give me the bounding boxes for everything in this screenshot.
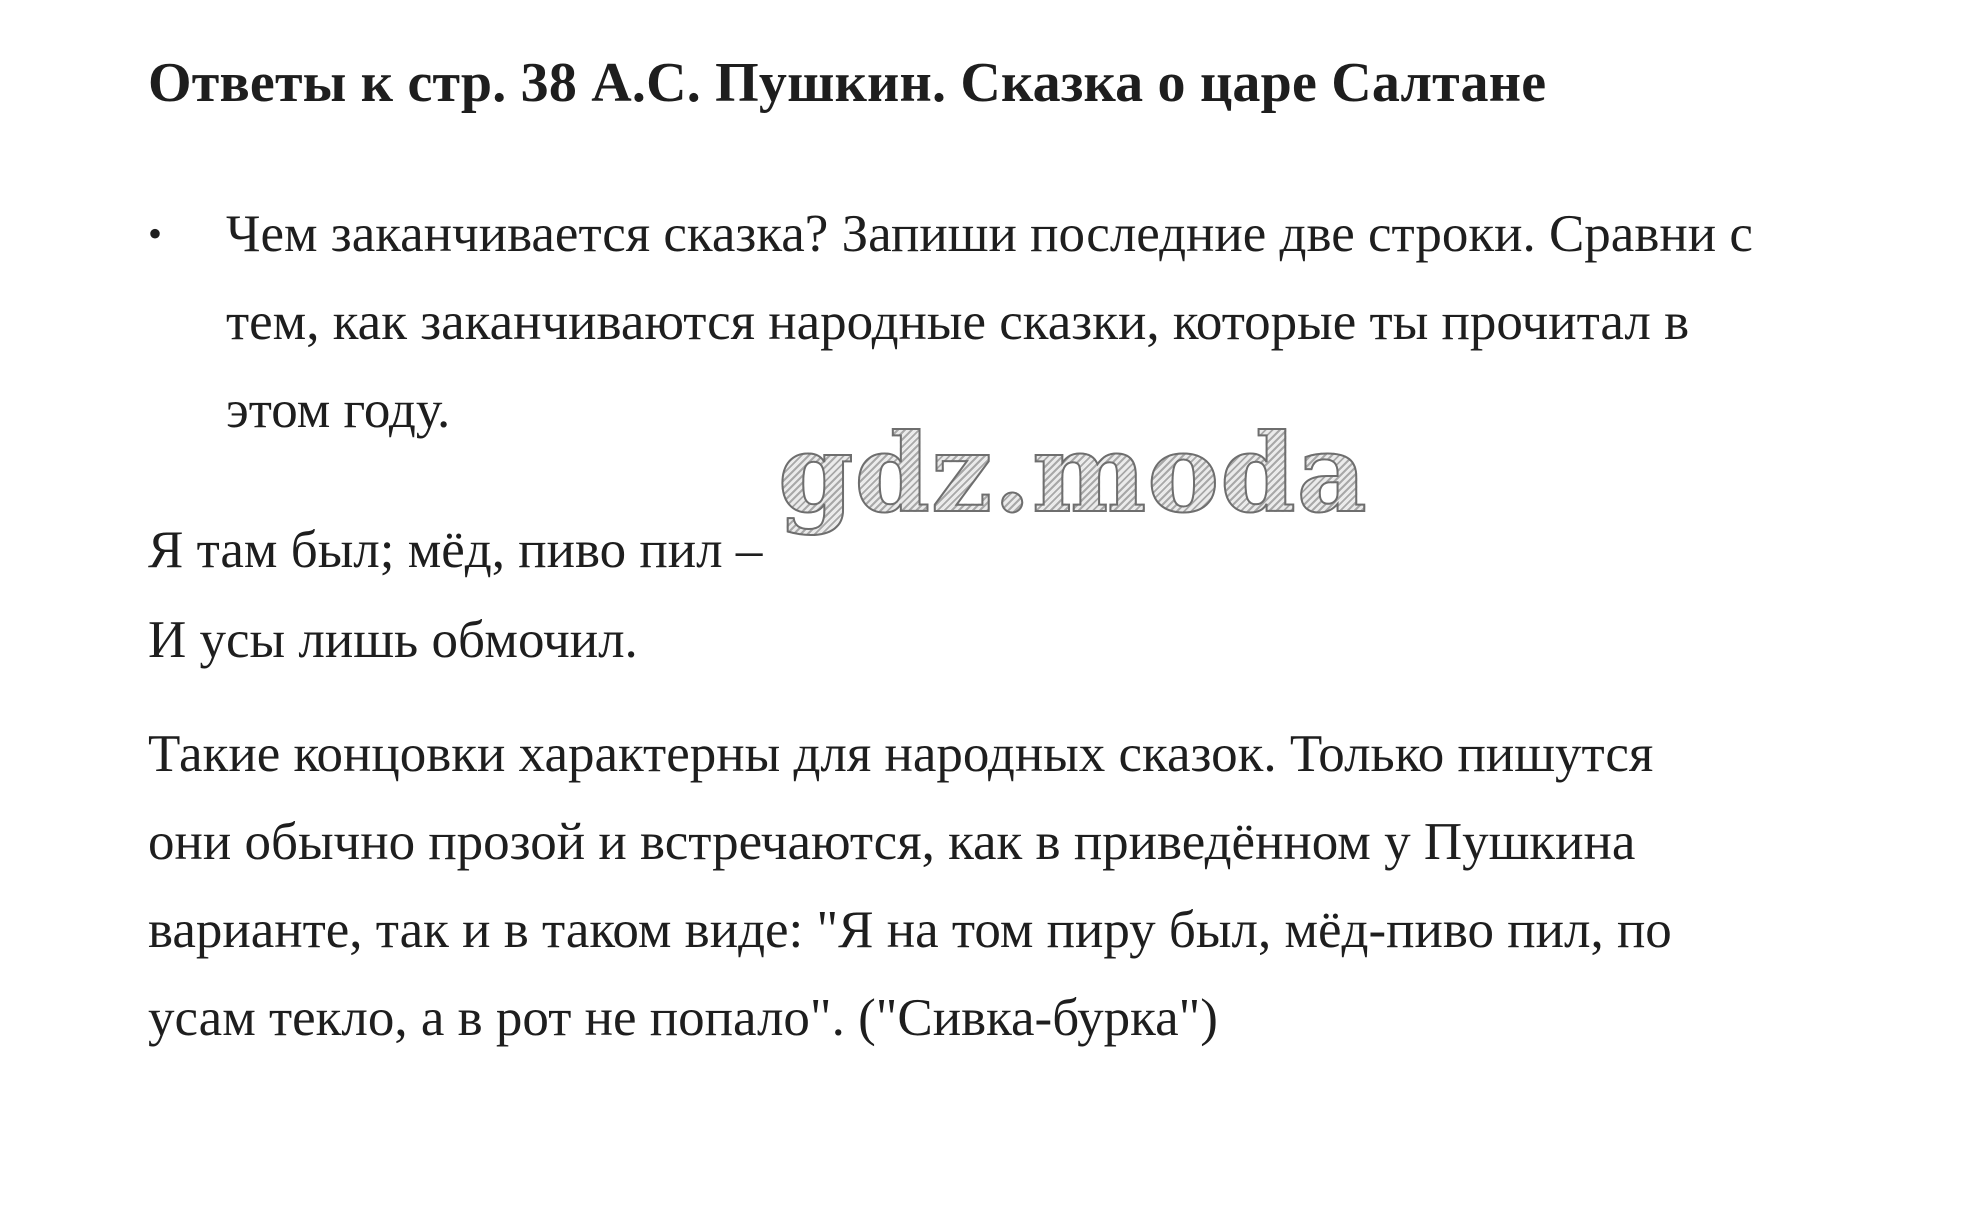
- answer-line: усам текло, а в рот не попало". ("Сивка-бурка"): [148, 989, 1218, 1047]
- watermark-logo: gdz.moda: [778, 411, 1368, 537]
- question-line: Чем заканчивается сказка? Запиши последние две строки. Сравни с: [226, 205, 1753, 263]
- answer-paragraph: [148, 710, 1868, 1062]
- question-line: этом году.: [226, 381, 451, 439]
- page-title: Ответы к стр. 38 А.С. Пушкин. Сказка о царе Салтане: [148, 52, 1547, 114]
- poem-line: И усы лишь обмочил.: [148, 611, 638, 669]
- answer-line: варианте, так и в таком виде: "Я на том пиру был, мёд-пиво пил, по: [148, 901, 1672, 959]
- bullet-icon: •: [148, 211, 163, 256]
- answer-line: они обычно прозой и встречаются, как в приведённом у Пушкина: [148, 813, 1636, 871]
- poem-quote: [148, 505, 762, 685]
- poem-line: Я там был; мёд, пиво пил –: [148, 521, 763, 579]
- question-line: тем, как заканчиваются народные сказки, которые ты прочитал в: [226, 293, 1690, 351]
- answer-line: Такие концовки характерны для народных сказок. Только пишутся: [148, 725, 1654, 783]
